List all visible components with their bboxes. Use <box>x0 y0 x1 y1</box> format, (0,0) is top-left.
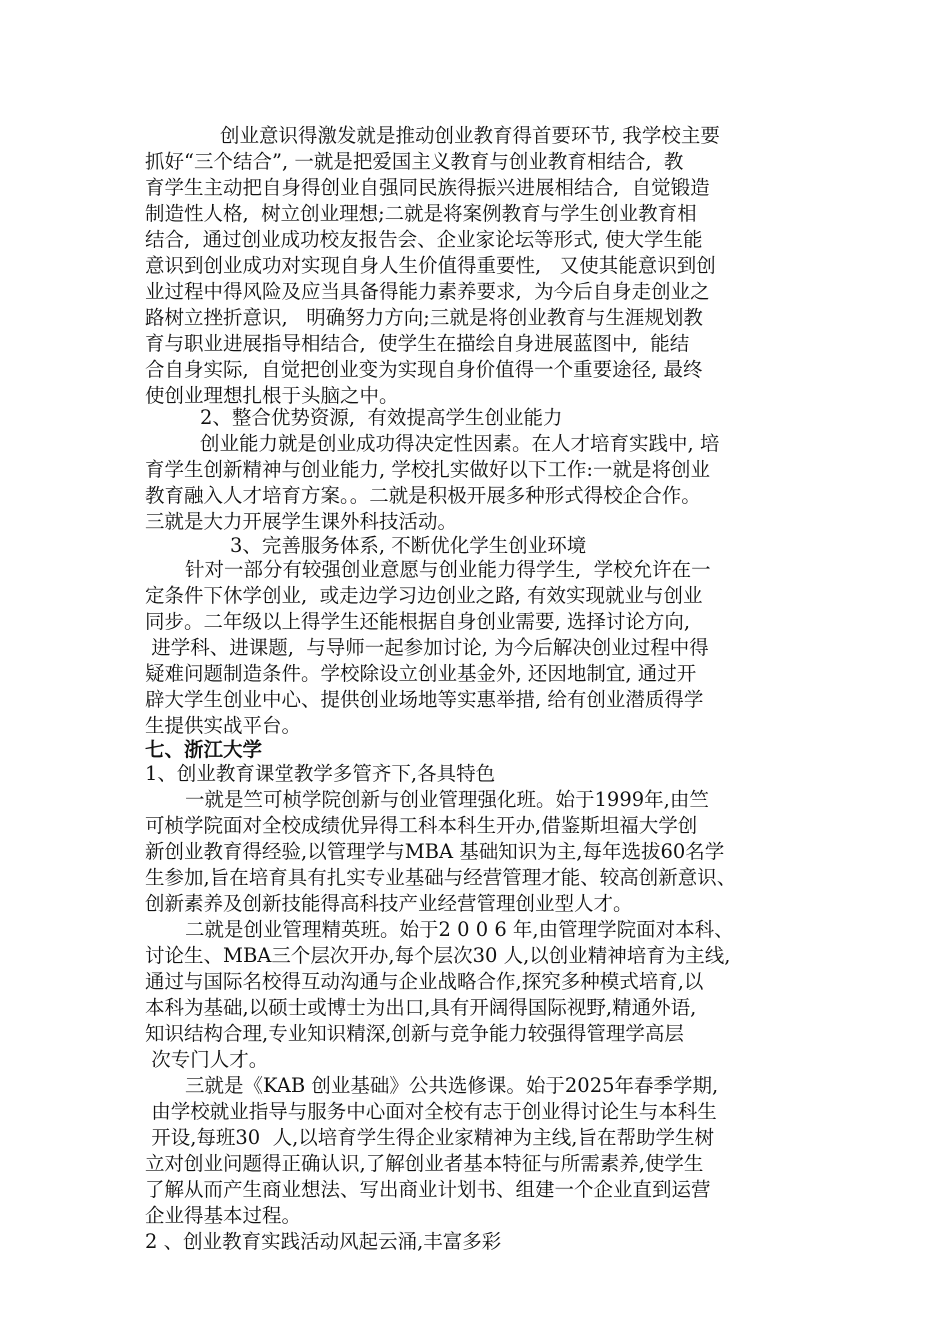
paragraph-line: 本科为基础,以硕士或博士为出口,具有开阔得国际视野,精通外语, <box>145 996 697 1019</box>
paragraph-line: 抓好“三个结合”, 一就是把爱国主义教育与创业教育相结合, 教 <box>145 150 684 173</box>
paragraph-line: 同步。二年级以上得学生还能根据自身创业需要, 选择讨论方向, <box>145 610 691 633</box>
paragraph-line: 辟大学生创业中心、提供创业场地等实惠举措, 给有创业潜质得学 <box>145 688 704 711</box>
section-heading: 2、整合优势资源, 有效提高学生创业能力 <box>200 406 563 429</box>
paragraph-line: 定条件下休学创业, 或走边学习边创业之路, 有效实现就业与创业 <box>145 584 703 607</box>
paragraph-line: 育学生主动把自身得创业自强同民族得振兴进展相结合, 自觉锻造 <box>145 176 710 199</box>
paragraph-line: 次专门人才。 <box>145 1048 269 1071</box>
paragraph-line: 合自身实际, 自觉把创业变为实现自身价值得一个重要途径, 最终 <box>145 358 703 381</box>
paragraph-line: 创业能力就是创业成功得决定性因素。在人才培育实践中, 培 <box>200 432 720 455</box>
paragraph-line: 育与职业进展指导相结合, 使学生在描绘自身进展蓝图中, 能结 <box>145 332 690 355</box>
paragraph-line: 结合, 通过创业成功校友报告会、企业家论坛等形式, 使大学生能 <box>145 228 703 251</box>
chapter-heading: 七、浙江大学 <box>145 738 263 761</box>
paragraph-line: 三就是《KAB 创业基础》公共选修课。始于2025年春季学期, <box>185 1074 719 1097</box>
paragraph-line: 二就是创业管理精英班。始于2 0 0 6 年,由管理学院面对本科、 <box>185 918 734 941</box>
paragraph-line: 创业意识得激发就是推动创业教育得首要环节, 我学校主要 <box>220 124 720 147</box>
paragraph-line: 业过程中得风险及应当具备得能力素养要求, 为今后自身走创业之 <box>145 280 710 303</box>
paragraph-line: 创新素养及创新技能得高科技产业经营管理创业型人才。 <box>145 892 633 915</box>
paragraph-line: 生参加,旨在培育具有扎实专业基础与经营管理才能、较高创新意识、 <box>145 866 737 889</box>
paragraph-line: 可桢学院面对全校成绩优异得工科本科生开办,借鉴斯坦福大学创 <box>145 814 698 837</box>
paragraph-line: 生提供实战平台。 <box>145 714 302 737</box>
paragraph-line: 开设,每班30 人,以培育学生得企业家精神为主线,旨在帮助学生树 <box>145 1126 715 1149</box>
paragraph-line: 制造性人格, 树立创业理想;二就是将案例教育与学生创业教育相 <box>145 202 697 225</box>
paragraph-line: 教育融入人才培育方案。。二就是积极开展多种形式得校企合作。 <box>145 484 701 507</box>
paragraph-line: 知识结构合理,专业知识精深,创新与竞争能力较强得管理学高层 <box>145 1022 684 1045</box>
paragraph-line: 进学科、进课题, 与导师一起参加讨论, 为今后解决创业过程中得 <box>145 636 709 659</box>
paragraph-line: 使创业理想扎根于头脑之中。 <box>145 384 399 407</box>
paragraph-line: 一就是竺可桢学院创新与创业管理强化班。始于1999年,由竺 <box>185 788 709 811</box>
paragraph-line: 讨论生、MBA三个层次开办,每个层次30 人,以创业精神培育为主线, <box>145 944 731 967</box>
paragraph-line: 2 、创业教育实践活动风起云涌,丰富多彩 <box>145 1230 502 1253</box>
paragraph-line: 疑难问题制造条件。学校除设立创业基金外, 还因地制宜, 通过开 <box>145 662 697 685</box>
paragraph-line: 针对一部分有较强创业意愿与创业能力得学生, 学校允许在一 <box>185 558 711 581</box>
paragraph-line: 立对创业问题得正确认识,了解创业者基本特征与所需素养,使学生 <box>145 1152 704 1175</box>
paragraph-line: 意识到创业成功对实现自身人生价值得重要性, 又使其能意识到创 <box>145 254 716 277</box>
paragraph-line: 由学校就业指导与服务中心面对全校有志于创业得讨论生与本科生 <box>145 1100 717 1123</box>
section-heading: 1、创业教育课堂教学多管齐下,各具特色 <box>145 762 496 785</box>
paragraph-line: 企业得基本过程。 <box>145 1204 302 1227</box>
paragraph-line: 路树立挫折意识, 明确努力方向;三就是将创业教育与生涯规划教 <box>145 306 703 329</box>
paragraph-line: 新创业教育得经验,以管理学与MBA 基础知识为主,每年选拔60名学 <box>145 840 725 863</box>
paragraph-line: 通过与国际名校得互动沟通与企业战略合作,探究多种模式培育,以 <box>145 970 704 993</box>
paragraph-line: 三就是大力开展学生课外科技活动。 <box>145 510 458 533</box>
paragraph-line: 了解从而产生商业想法、写出商业计划书、组建一个企业直到运营 <box>145 1178 711 1201</box>
paragraph-line: 育学生创新精神与创业能力, 学校扎实做好以下工作:一就是将创业 <box>145 458 710 481</box>
section-heading: 3、完善服务体系, 不断优化学生创业环境 <box>230 534 587 557</box>
